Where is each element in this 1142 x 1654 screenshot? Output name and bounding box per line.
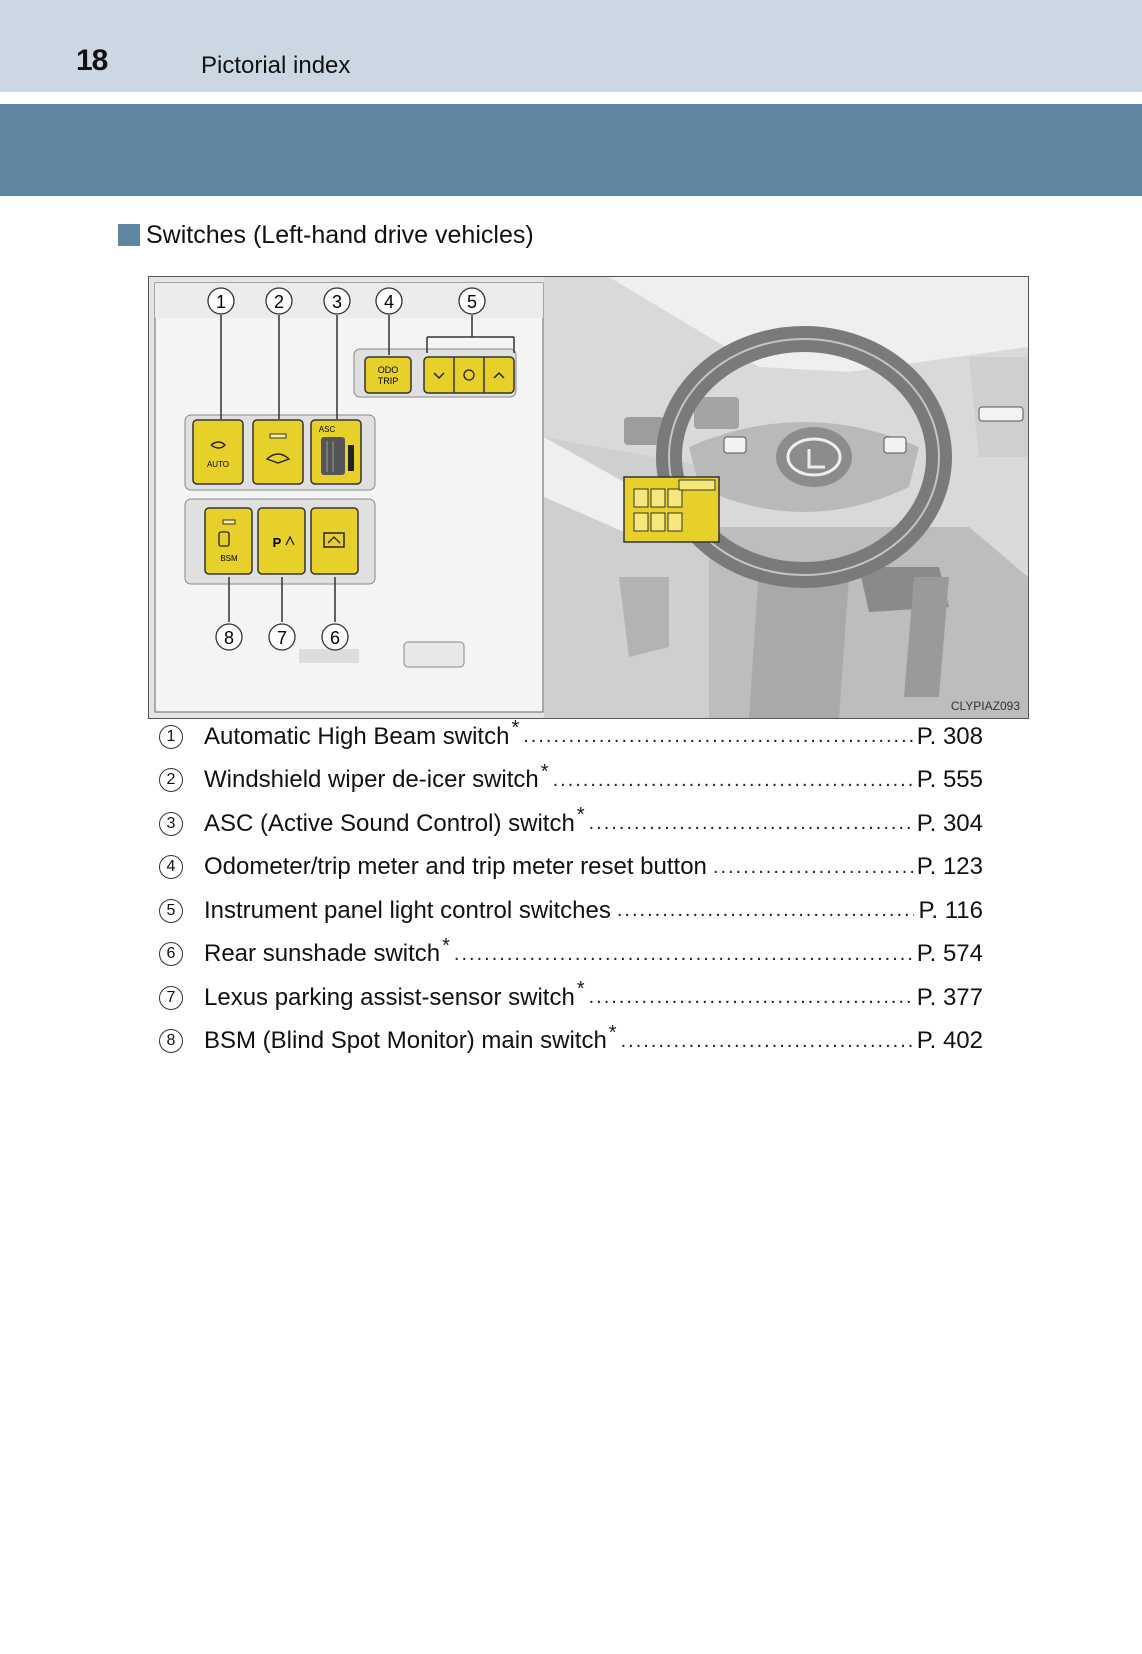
parking-label: P: [272, 535, 282, 550]
page-reference[interactable]: P. 308: [916, 722, 983, 750]
svg-text:4: 4: [383, 292, 395, 312]
figure-code: CLYPIAZ093: [950, 699, 1020, 713]
list-item[interactable]: [159, 933, 983, 977]
item-label: BSM (Blind Spot Monitor) main switch: [204, 1027, 607, 1055]
switch-index-list: [159, 715, 983, 1063]
section-title: Pictorial index: [201, 52, 351, 79]
item-label: Automatic High Beam switch: [204, 722, 510, 750]
item-star: *: [511, 717, 520, 740]
leader-dots: [523, 725, 912, 748]
list-item[interactable]: [159, 715, 983, 759]
callout-4: [376, 288, 402, 314]
leader-dots: [553, 769, 913, 792]
leader-dots: [621, 1030, 913, 1053]
item-number: 1: [159, 725, 183, 749]
callout-7: [269, 624, 295, 650]
callout-3: [324, 288, 350, 314]
list-item[interactable]: [159, 976, 983, 1020]
item-number: 7: [159, 986, 183, 1010]
item-label: ASC (Active Sound Control) switch: [204, 809, 575, 837]
callout-2: [266, 288, 292, 314]
list-item[interactable]: [159, 802, 983, 846]
svg-text:6: 6: [329, 628, 341, 648]
leader-dots: [589, 812, 913, 835]
page-reference[interactable]: P. 377: [916, 983, 983, 1011]
item-number: 5: [159, 899, 183, 923]
list-item[interactable]: [159, 889, 983, 933]
item-star: *: [540, 760, 549, 783]
item-label: Rear sunshade switch: [204, 940, 441, 968]
auto-label: AUTO: [206, 460, 230, 469]
item-label: Lexus parking assist-sensor switch: [204, 983, 575, 1011]
item-label: Odometer/trip meter and trip meter reset button: [204, 853, 707, 881]
leader-dots: [617, 899, 915, 922]
svg-text:7: 7: [276, 628, 288, 648]
leader-dots: [454, 943, 913, 966]
item-number: 8: [159, 1029, 183, 1053]
item-number: 4: [159, 855, 183, 879]
page-reference[interactable]: P. 574: [916, 940, 983, 968]
item-star: *: [608, 1021, 617, 1044]
svg-text:3: 3: [331, 292, 343, 312]
svg-text:5: 5: [466, 292, 478, 312]
item-number: 6: [159, 942, 183, 966]
list-item[interactable]: [159, 1020, 983, 1064]
item-star: *: [576, 978, 585, 1001]
svg-text:8: 8: [223, 628, 235, 648]
callout-1: [208, 288, 234, 314]
list-item[interactable]: [159, 846, 983, 890]
item-label: Windshield wiper de-icer switch: [204, 766, 539, 794]
page-reference[interactable]: P. 304: [916, 809, 983, 837]
svg-text:2: 2: [273, 292, 285, 312]
trip-label: TRIP: [377, 376, 399, 386]
page-number: 18: [76, 44, 108, 77]
callout-6: [322, 624, 348, 650]
page-reference[interactable]: P. 555: [916, 766, 983, 794]
bsm-label: BSM: [220, 554, 238, 563]
list-item[interactable]: [159, 759, 983, 803]
odo-label: ODO: [377, 365, 399, 375]
subheading: [118, 220, 534, 250]
section-band: [0, 104, 1142, 196]
page-reference[interactable]: P. 402: [916, 1027, 983, 1055]
page-reference[interactable]: P. 116: [918, 896, 983, 924]
leader-dots: [589, 986, 913, 1009]
asc-label: ASC: [318, 425, 336, 434]
dashboard-illustration: [148, 276, 1029, 719]
item-star: *: [576, 804, 585, 827]
leader-dots: [713, 856, 913, 879]
item-number: 3: [159, 812, 183, 836]
item-star: *: [442, 934, 450, 957]
svg-text:1: 1: [215, 292, 227, 312]
heading-square-icon: [118, 224, 140, 246]
page-reference[interactable]: P. 123: [916, 853, 983, 881]
subheading-text: Switches (Left-hand drive vehicles): [146, 220, 534, 249]
item-label: Instrument panel light control switches: [204, 896, 611, 924]
item-number: 2: [159, 768, 183, 792]
header-bar: [0, 0, 1142, 92]
callout-8: [216, 624, 242, 650]
callout-5: [459, 288, 485, 314]
dashboard-drawing: [149, 277, 1028, 718]
